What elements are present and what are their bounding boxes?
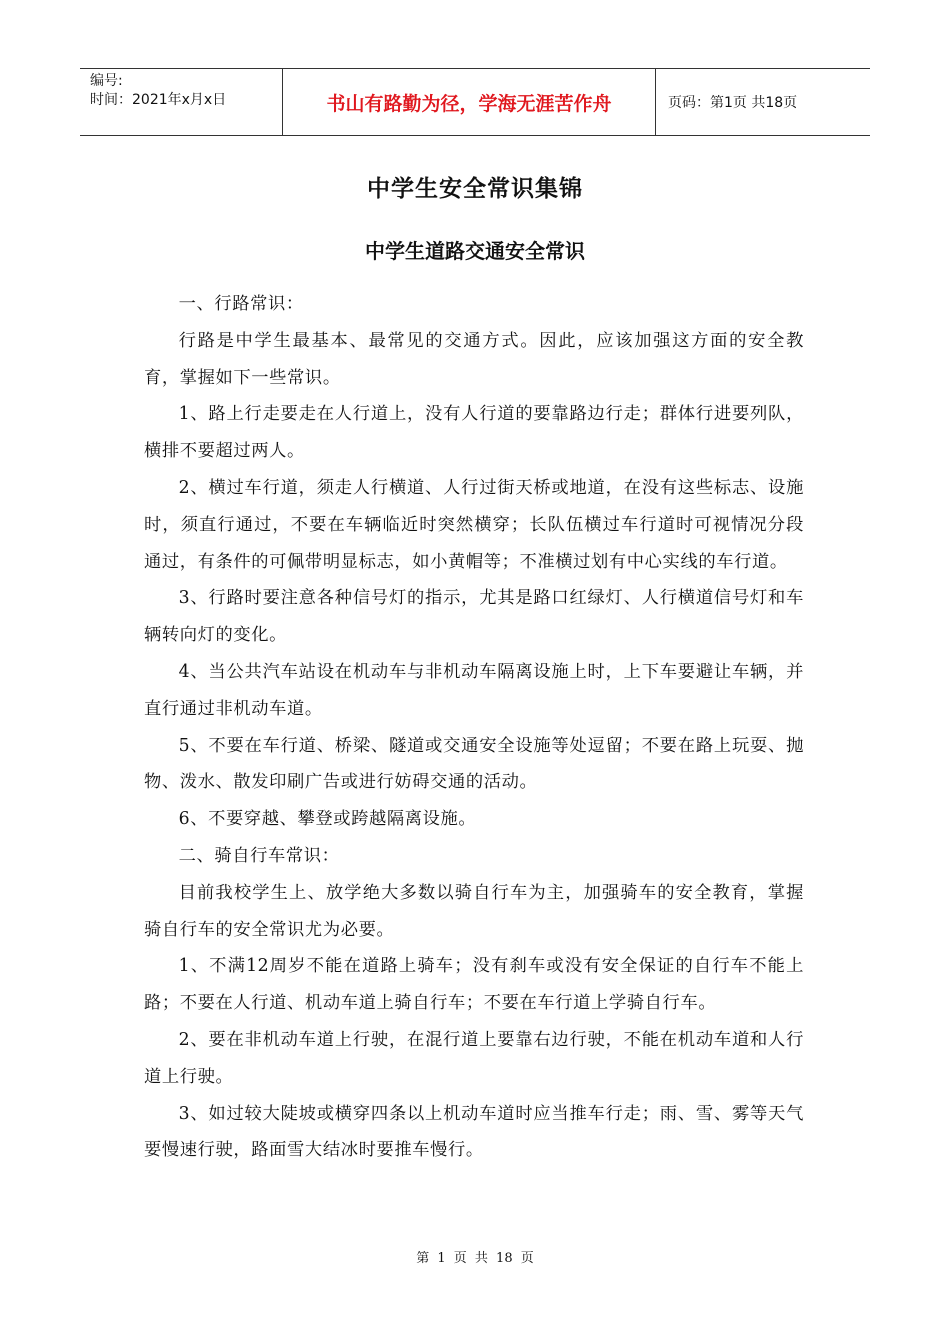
section-title: 中学生道路交通安全常识 <box>365 239 585 263</box>
body-paragraph: 1、路上行走要走在人行道上，没有人行道的要靠路边行走；群体行进要列队，横排不要超过两人。 <box>144 404 804 462</box>
body-paragraph: 二、骑自行车常识： <box>178 845 340 866</box>
body-paragraph: 5、不要在车行道、桥梁、隧道或交通安全设施等处逗留；不要在路上玩耍、抛物、泼水、散发印刷广告或进行妨碍交通的活动。 <box>144 735 804 793</box>
page-footer: 第 1 页 共 18 页 <box>416 1251 534 1266</box>
body-paragraph: 2、要在非机动车道上行驶，在混行道上要靠右边行驶，不能在机动车道和人行道上行驶。 <box>144 1029 804 1087</box>
body-paragraph: 目前我校学生上、放学绝大多数以骑自行车为主，加强骑车的安全教育，掌握骑自行车的安全常识尤为必要。 <box>144 882 804 940</box>
body-paragraph: 3、如过较大陡坡或横穿四条以上机动车道时应当推车行走；雨、雪、雾等天气要慢速行驶，路面雪大结冰时要推车慢行。 <box>144 1103 804 1161</box>
serial-label: 编号: <box>90 73 123 89</box>
time-label: 时间：2021年x月x日 <box>90 92 227 108</box>
body-paragraph: 2、横过车行道，须走人行横道、人行过街天桥或地道，在没有这些标志、设施时，须直行通过，不要在车辆临近时突然横穿；长队伍横过车行道时可视情况分段通过，有条件的可佩带明显标志，如小黄帽等；不准横过划有中心实线的车行道。 <box>144 477 804 572</box>
body-paragraph: 3、行路时要注意各种信号灯的指示，尤其是路口红绿灯、人行横道信号灯和车辆转向灯的变化。 <box>144 588 804 646</box>
body-paragraph: 1、不满12周岁不能在道路上骑车；没有刹车或没有安全保证的自行车不能上路；不要在人行道、机动车道上骑自行车；不要在车行道上学骑自行车。 <box>144 956 804 1014</box>
page-header <box>80 68 870 136</box>
header-page-info: 页码：第1页 共18页 <box>668 95 798 111</box>
body-paragraph: 6、不要穿越、攀登或跨越隔离设施。 <box>178 809 477 830</box>
document-body <box>144 286 804 1169</box>
body-paragraph: 行路是中学生最基本、最常见的交通方式。因此，应该加强这方面的安全教育，掌握如下一些常识。 <box>144 330 804 388</box>
document-title: 中学生安全常识集锦 <box>367 176 583 202</box>
body-paragraph: 一、行路常识： <box>178 294 304 314</box>
header-motto: 书山有路勤为径，学海无涯苦作舟 <box>282 69 656 135</box>
header-meta <box>80 69 282 135</box>
body-paragraph: 4、当公共汽车站设在机动车与非机动车隔离设施上时，上下车要避让车辆，并直行通过非机动车道。 <box>144 661 804 719</box>
